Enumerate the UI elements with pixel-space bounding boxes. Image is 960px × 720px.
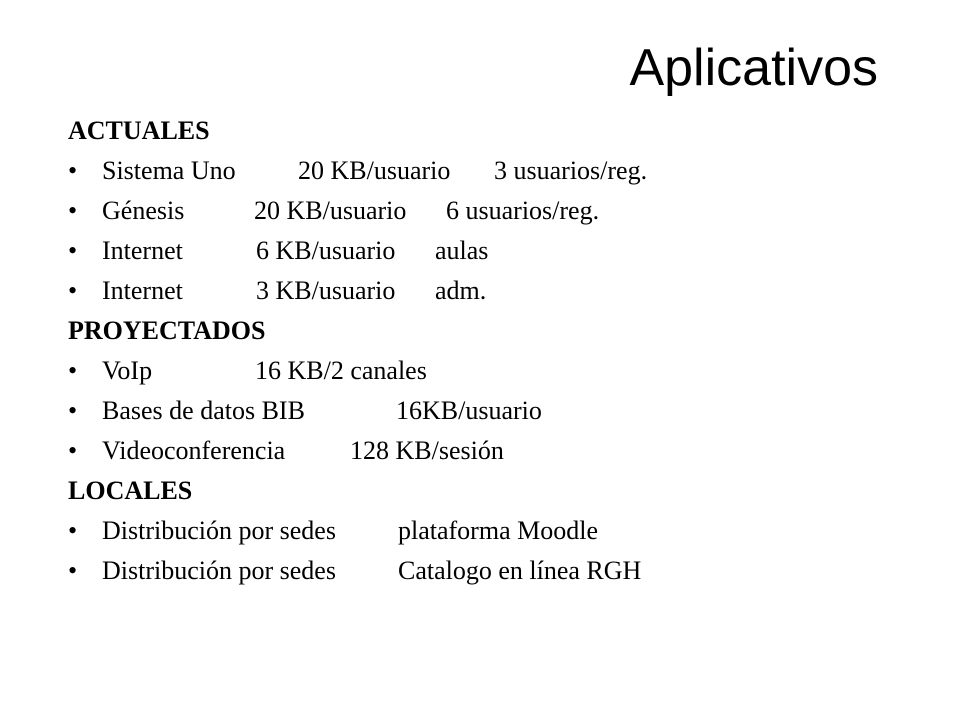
item-name: VoIp	[102, 356, 153, 385]
list-item	[68, 151, 928, 191]
bullet-icon: •	[68, 276, 78, 305]
list-item	[68, 551, 928, 591]
item-detail: 3 usuarios/reg.	[494, 156, 648, 185]
item-name: Sistema Uno	[102, 156, 236, 185]
list-item	[68, 231, 928, 271]
item-name: Internet	[102, 236, 183, 265]
slide-content	[68, 111, 928, 591]
item-detail: Catalogo en línea RGH	[398, 556, 642, 585]
item-detail: 6 usuarios/reg.	[446, 196, 600, 225]
item-detail: plataforma Moodle	[398, 516, 598, 545]
item-rate: 16KB/usuario	[396, 396, 542, 425]
bullet-icon: •	[68, 236, 78, 265]
slide-title: Aplicativos	[629, 39, 878, 97]
item-name: Génesis	[102, 196, 185, 225]
list-item	[68, 351, 928, 391]
item-rate: 16 KB/2 canales	[255, 356, 427, 385]
item-rate: 6 KB/usuario	[256, 236, 396, 265]
bullet-icon: •	[68, 516, 78, 545]
item-rate: 20 KB/usuario	[254, 196, 407, 225]
bullet-icon: •	[68, 556, 78, 585]
bullet-icon: •	[68, 436, 78, 465]
bullet-icon: •	[68, 156, 78, 185]
item-name: Distribución por sedes	[102, 516, 336, 545]
bullet-icon: •	[68, 356, 78, 385]
item-name: Internet	[102, 276, 183, 305]
item-rate: 128 KB/sesión	[350, 436, 504, 465]
item-rate: 3 KB/usuario	[256, 276, 396, 305]
bullet-icon: •	[68, 396, 78, 425]
item-name: Bases de datos BIB	[102, 396, 305, 425]
list-item	[68, 391, 928, 431]
section-heading-locales: LOCALES	[68, 476, 193, 505]
list-item	[68, 431, 928, 471]
list-item	[68, 511, 928, 551]
item-name: Videoconferencia	[102, 436, 286, 465]
list-item	[68, 191, 928, 231]
item-detail: adm.	[435, 276, 487, 305]
item-name: Distribución por sedes	[102, 556, 336, 585]
list-item	[68, 271, 928, 311]
item-rate: 20 KB/usuario	[298, 156, 451, 185]
item-detail: aulas	[435, 236, 489, 265]
section-heading-actuales: ACTUALES	[68, 116, 210, 145]
section-heading-proyectados: PROYECTADOS	[68, 316, 266, 345]
bullet-icon: •	[68, 196, 78, 225]
